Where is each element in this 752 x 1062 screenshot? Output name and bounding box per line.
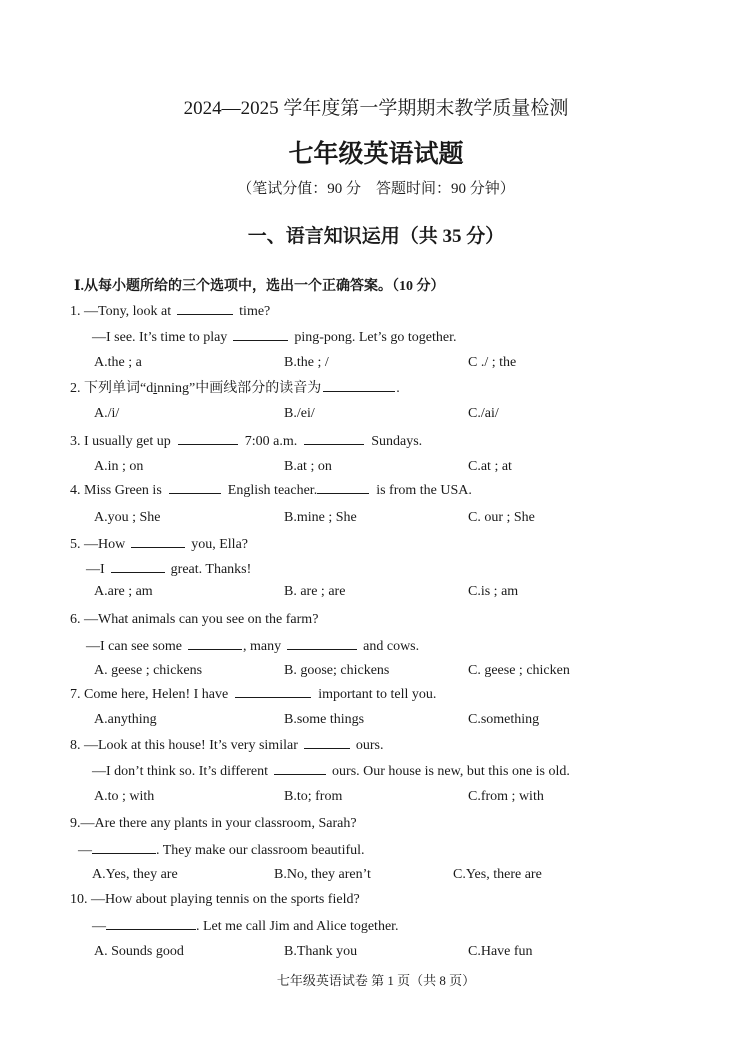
q2-stem (70, 379, 400, 398)
q6-text: and cows. (363, 639, 420, 654)
q2-option-a: A./i/ (94, 406, 120, 421)
q9-option-c: C.Yes, there are (453, 867, 542, 882)
q5-option-a: A.are ; am (94, 584, 153, 599)
q10-text: . Let me call Jim and Alice together. (196, 919, 399, 934)
q8-text: —I don’t think so. It’s different (92, 764, 269, 779)
q2-text: nning”中画线部分的读音为 (157, 381, 322, 396)
answer-blank (287, 637, 357, 650)
q1-text: time? (239, 304, 271, 319)
q6-option-b: B. goose; chickens (284, 663, 390, 678)
q1-stem-line1 (70, 302, 270, 321)
q1-stem-line2 (92, 328, 456, 347)
q8-text: ours. (355, 738, 384, 753)
q8-option-b: B.to; from (284, 789, 343, 804)
section-title: 一、语言知识运用（共 35 分） (247, 226, 505, 247)
answer-blank (169, 481, 221, 494)
q1-option-b: B.the ; / (284, 355, 329, 370)
answer-blank (323, 379, 395, 392)
q1-text: —I see. It’s time to play (92, 330, 228, 345)
exam-title-line1: 2024—2025 学年度第一学期期末教学质量检测 (183, 98, 569, 119)
q8-text: 8. —Look at this house! It’s very similar (70, 738, 298, 753)
q7-option-c: C.something (468, 712, 540, 727)
q3-option-a: A.in ; on (94, 459, 144, 474)
answer-blank (111, 560, 165, 573)
q10-option-a: A. Sounds good (94, 944, 184, 959)
q3-text: 7:00 a.m. (244, 434, 298, 449)
q9-stem-line1: 9.—Are there any plants in your classroom, Sarah? (70, 816, 357, 831)
q4-text: 4. Miss Green is (70, 483, 162, 498)
q3-stem (70, 432, 422, 451)
q5-option-c: C.is ; am (468, 584, 519, 599)
answer-blank (304, 736, 350, 749)
answer-blank (106, 917, 196, 930)
q5-text: 5. —How (70, 537, 126, 552)
q10-option-b: B.Thank you (284, 944, 358, 959)
q8-text: ours. Our house is new, but this one is old. (332, 764, 570, 779)
q5-text: great. Thanks! (170, 562, 252, 577)
q1-option-c: C ./ ; the (468, 355, 517, 370)
q5-stem-line1 (70, 535, 248, 554)
q2-text: . (396, 381, 400, 396)
q2-option-c: C./ai/ (468, 406, 499, 421)
q6-text: , many (243, 639, 282, 654)
q9-option-b: B.No, they aren’t (274, 867, 371, 882)
q7-text: important to tell you. (318, 687, 437, 702)
q10-stem-line1: 10. —How about playing tennis on the sports field? (70, 892, 360, 907)
q6-stem-line2 (86, 637, 419, 656)
q2-underlined-letter: i (153, 381, 158, 396)
q8-option-a: A.to ; with (94, 789, 155, 804)
q5-stem-line2 (86, 560, 251, 579)
q7-option-a: A.anything (94, 712, 157, 727)
q3-option-b: B.at ; on (284, 459, 332, 474)
answer-blank (177, 302, 233, 315)
answer-blank (188, 637, 242, 650)
answer-blank (92, 841, 156, 854)
q5-text: you, Ella? (191, 537, 248, 552)
answer-blank (131, 535, 185, 548)
q4-text: English teacher. (227, 483, 318, 498)
q9-option-a: A.Yes, they are (92, 867, 178, 882)
q6-text: —I can see some (86, 639, 183, 654)
q4-option-a: A.you ; She (94, 510, 161, 525)
q7-text: 7. Come here, Helen! I have (70, 687, 229, 702)
q4-option-c: C. our ; She (468, 510, 535, 525)
q4-stem (70, 481, 472, 500)
page-footer: 七年级英语试卷 第 1 页（共 8 页） (276, 973, 476, 988)
answer-blank (317, 481, 369, 494)
exam-title: 七年级英语试题 (288, 141, 464, 168)
q9-text: . They make our classroom beautiful. (156, 843, 365, 858)
q3-text: Sundays. (371, 434, 423, 449)
q9-stem-line2 (78, 841, 365, 860)
q9-text: — (78, 843, 92, 858)
answer-blank (274, 762, 326, 775)
part1-instruction: Ⅰ.从每小题所给的三个选项中，选出一个正确答案。（10 分） (74, 279, 445, 294)
answer-blank (178, 432, 238, 445)
q3-option-c: C.at ; at (468, 459, 512, 474)
q10-stem-line2 (92, 917, 399, 936)
q10-option-c: C.Have fun (468, 944, 533, 959)
q4-text: is from the USA. (376, 483, 472, 498)
q2-text: 2. 下列单词“d (70, 381, 154, 396)
q4-option-b: B.mine ; She (284, 510, 357, 525)
q6-option-c: C. geese ; chicken (468, 663, 570, 678)
q5-text: —I (86, 562, 105, 577)
answer-blank (233, 328, 288, 341)
q8-stem-line1 (70, 736, 383, 755)
q1-option-a: A.the ; a (94, 355, 142, 370)
q8-stem-line2 (92, 762, 570, 781)
q6-option-a: A. geese ; chickens (94, 663, 203, 678)
q8-option-c: C.from ; with (468, 789, 544, 804)
q6-stem-line1: 6. —What animals can you see on the farm? (70, 612, 319, 627)
q1-text: 1. —Tony, look at (70, 304, 172, 319)
q5-option-b: B. are ; are (284, 584, 346, 599)
answer-blank (304, 432, 364, 445)
exam-subtitle: （笔试分值：90 分 答题时间：90 分钟） (237, 181, 515, 197)
q10-text: — (92, 919, 106, 934)
answer-blank (235, 685, 311, 698)
q3-text: 3. I usually get up (70, 434, 171, 449)
q7-stem (70, 685, 436, 704)
q2-option-b: B./ei/ (284, 406, 315, 421)
q1-text: ping-pong. Let’s go together. (294, 330, 457, 345)
q7-option-b: B.some things (284, 712, 365, 727)
